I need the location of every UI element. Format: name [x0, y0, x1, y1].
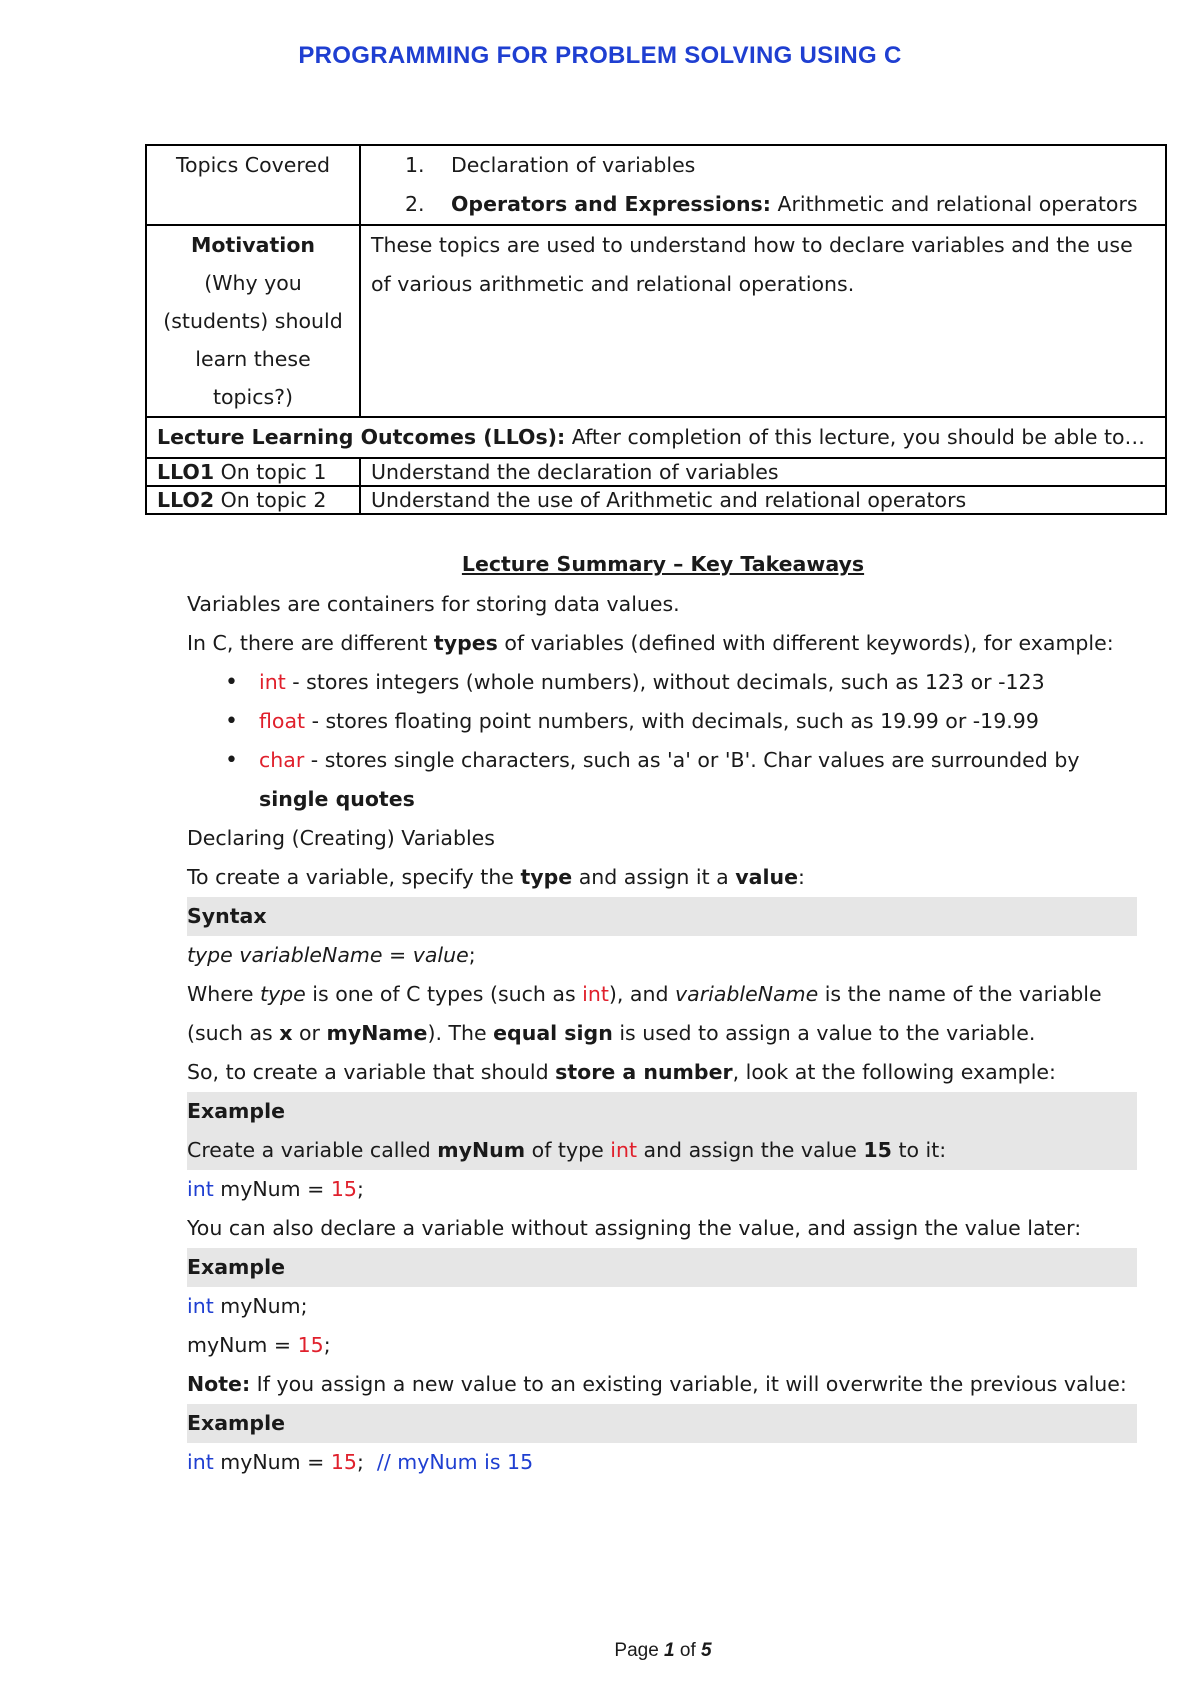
- summary-body: [187, 585, 1137, 1482]
- paragraph: Declaring (Creating) Variables: [187, 826, 495, 850]
- topic-text: Declaration of variables: [451, 153, 696, 177]
- topics-cell: [360, 145, 1166, 225]
- llo-id: LLO1: [157, 460, 215, 484]
- llo-id-cell: [146, 458, 360, 486]
- page-footer: Page 1 of 5: [614, 1640, 712, 1661]
- topic-text: Arithmetic and relational operators: [770, 192, 1138, 216]
- motivation-subtitle: (Why you (students) should learn these topics?): [163, 271, 343, 409]
- llo-intro-bold: Lecture Learning Outcomes (LLOs):: [157, 425, 566, 449]
- topics-label: Topics Covered: [146, 145, 360, 225]
- list-item: • int - stores integers (whole numbers), without decimals, such as 123 or -123: [259, 663, 1137, 702]
- paragraph: Where type is one of C types (such as int), and variableName is the name of the variable (such as x or myName). The equal sign is used to assign a value to the variable.: [187, 982, 1102, 1045]
- paragraph: Variables are containers for storing data values.: [187, 592, 680, 616]
- llo-id-cell: [146, 486, 360, 514]
- motivation-label: Motivation: [190, 233, 315, 257]
- example-header: Example: [187, 1404, 1137, 1443]
- paragraph: You can also declare a variable without assigning the value, and assign the value later:: [187, 1216, 1082, 1240]
- topics-list: [371, 146, 1155, 224]
- example-header: Example: [187, 1248, 1137, 1287]
- llo-intro-row: [146, 417, 1166, 458]
- llo-topic: On topic 2: [214, 488, 327, 512]
- llo-text: Understand the use of Arithmetic and relational operators: [360, 486, 1166, 514]
- llo-intro-text: After completion of this lecture, you should be able to…: [565, 425, 1146, 449]
- llo-id: LLO2: [157, 488, 215, 512]
- paragraph: So, to create a variable that should store a number, look at the following example:: [187, 1060, 1056, 1084]
- paragraph: To create a variable, specify the type and assign it a value:: [187, 865, 805, 889]
- llo-row: [146, 458, 1166, 486]
- topic-item: [405, 146, 1155, 185]
- topic-bold: Operators and Expressions:: [451, 192, 771, 216]
- list-item: • float - stores floating point numbers, with decimals, such as 19.99 or -19.99: [259, 702, 1137, 741]
- code-line: int myNum;: [187, 1294, 308, 1318]
- topic-number: 1.: [405, 153, 425, 177]
- llo-topic: On topic 1: [214, 460, 327, 484]
- llo-intro-cell: [146, 417, 1166, 458]
- code-line: int myNum = 15; // myNum is 15: [187, 1450, 534, 1474]
- code-line: int myNum = 15;: [187, 1177, 364, 1201]
- llo-row: [146, 486, 1166, 514]
- example-text: Create a variable called myNum of type int and assign the value 15 to it:: [187, 1138, 947, 1162]
- topics-row: [146, 145, 1166, 225]
- page-title: PROGRAMMING FOR PROBLEM SOLVING USING C: [298, 42, 902, 69]
- keyword: int: [259, 670, 286, 694]
- code-line: myNum = 15;: [187, 1333, 331, 1357]
- motivation-row: [146, 225, 1166, 417]
- page-total: 5: [701, 1640, 712, 1661]
- types-list: [187, 663, 1137, 819]
- summary-title: Lecture Summary – Key Takeaways: [461, 552, 865, 576]
- paragraph: In C, there are different types of variables (defined with different keywords), for example:: [187, 631, 1114, 655]
- topic-number: 2.: [405, 192, 425, 216]
- example-header: Example: [187, 1099, 286, 1123]
- motivation-text: These topics are used to understand how to declare variables and the use of various arithmetic and relational operations.: [360, 225, 1166, 417]
- syntax-line: type variableName = value;: [187, 943, 476, 967]
- note: Note: If you assign a new value to an existing variable, it will overwrite the previous value:: [187, 1372, 1127, 1396]
- page-number: 1: [664, 1640, 675, 1661]
- keyword: char: [259, 748, 305, 772]
- syntax-header: Syntax: [187, 897, 1137, 936]
- list-item: • char - stores single characters, such as 'a' or 'B'. Char values are surrounded by single quotes: [259, 741, 1137, 819]
- llo-text: Understand the declaration of variables: [360, 458, 1166, 486]
- example-box: [187, 1092, 1137, 1170]
- topic-item: [405, 185, 1155, 224]
- keyword: float: [259, 709, 306, 733]
- lecture-info-table: [145, 144, 1167, 515]
- motivation-label-cell: [146, 225, 360, 417]
